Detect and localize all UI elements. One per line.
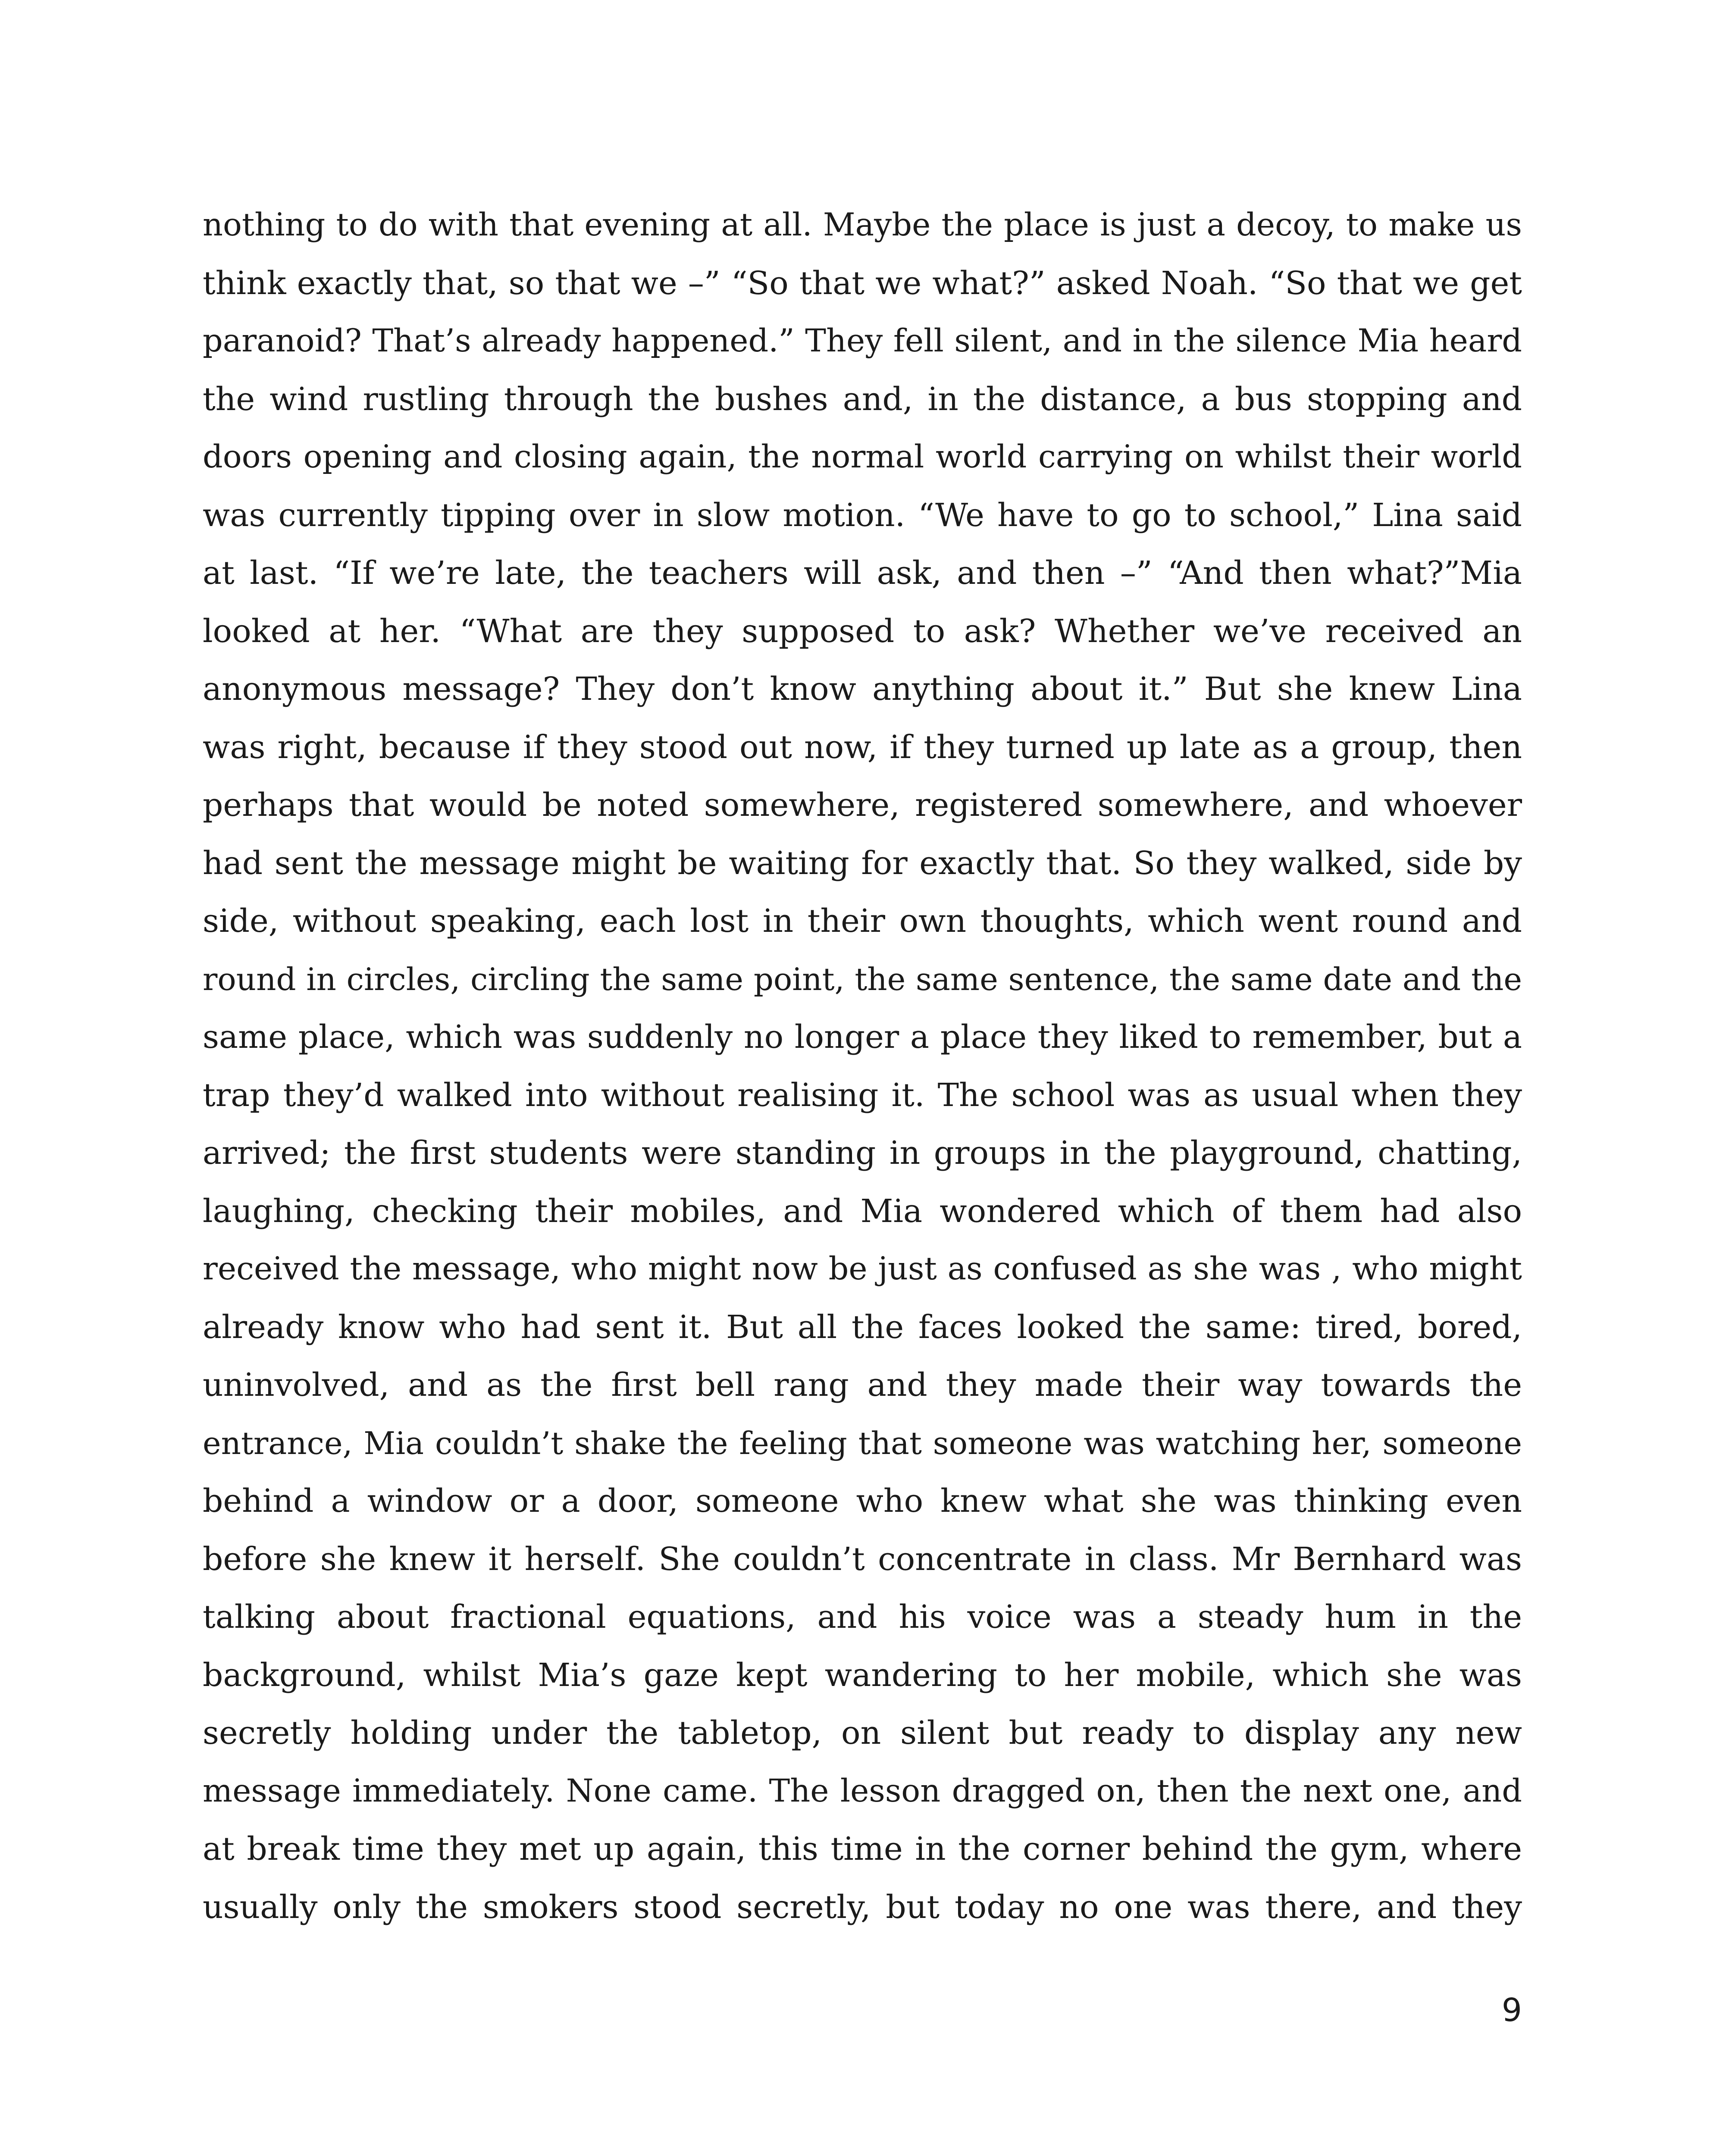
text-line: think exactly that, so that we –” “So that we what?” asked Noah. “So that we get <box>203 264 1522 302</box>
text-line: entrance, Mia couldn’t shake the feeling that someone was watching her, someone <box>203 1425 1522 1461</box>
text-line: behind a window or a door, someone who knew what she was thinking even <box>203 1482 1522 1520</box>
text-line: message immediately. None came. The lesson dragged on, then the next one, and <box>203 1772 1522 1809</box>
text-line: was right, because if they stood out now, if they turned up late as a group, then <box>203 728 1522 766</box>
text-line: already know who had sent it. But all the faces looked the same: tired, bored, <box>203 1308 1522 1346</box>
text-line: doors opening and closing again, the normal world carrying on whilst their world <box>203 439 1522 475</box>
text-line: talking about fractional equations, and his voice was a steady hum in the <box>203 1598 1522 1636</box>
body-text <box>203 196 1522 1936</box>
text-line: trap they’d walked into without realising it. The school was as usual when they <box>203 1076 1522 1114</box>
text-line: usually only the smokers stood secretly, but today no one was there, and they <box>203 1888 1522 1926</box>
text-line: arrived; the first students were standing in groups in the playground, chatting, <box>203 1134 1522 1172</box>
text-line: uninvolved, and as the first bell rang and they made their way towards the <box>203 1366 1522 1404</box>
text-line: was currently tipping over in slow motion. “We have to go to school,” Lina said <box>203 496 1522 534</box>
text-line: looked at her. “What are they supposed to ask? Whether we’ve received an <box>203 612 1522 650</box>
text-line: round in circles, circling the same point, the same sentence, the same date and the <box>203 961 1522 997</box>
text-line: perhaps that would be noted somewhere, registered somewhere, and whoever <box>203 787 1522 824</box>
page-number: 9 <box>1501 1992 1522 2029</box>
text-line: anonymous message? They don’t know anything about it.” But she knew Lina <box>203 671 1522 708</box>
text-line: the wind rustling through the bushes and, in the distance, a bus stopping and <box>203 380 1522 418</box>
text-line: at break time they met up again, this time in the corner behind the gym, where <box>203 1830 1522 1868</box>
text-line: background, whilst Mia’s gaze kept wandering to her mobile, which she was <box>203 1656 1522 1694</box>
text-line: nothing to do with that evening at all. Maybe the place is just a decoy, to make us <box>203 207 1522 243</box>
text-line: secretly holding under the tabletop, on silent but ready to display any new <box>203 1714 1522 1752</box>
text-line: received the message, who might now be just as confused as she was , who might <box>203 1250 1522 1287</box>
text-line: before she knew it herself. She couldn’t concentrate in class. Mr Bernhard was <box>203 1540 1522 1578</box>
text-line: had sent the message might be waiting for exactly that. So they walked, side by <box>203 844 1522 882</box>
text-line: side, without speaking, each lost in their own thoughts, which went round and <box>203 903 1522 940</box>
text-line: paranoid? That’s already happened.” They fell silent, and in the silence Mia heard <box>203 323 1522 359</box>
text-line: at last. “If we’re late, the teachers will ask, and then –” “And then what?”Mia <box>203 555 1522 592</box>
text-line: laughing, checking their mobiles, and Mia wondered which of them had also <box>203 1192 1522 1230</box>
text-line: same place, which was suddenly no longer a place they liked to remember, but a <box>203 1018 1522 1056</box>
